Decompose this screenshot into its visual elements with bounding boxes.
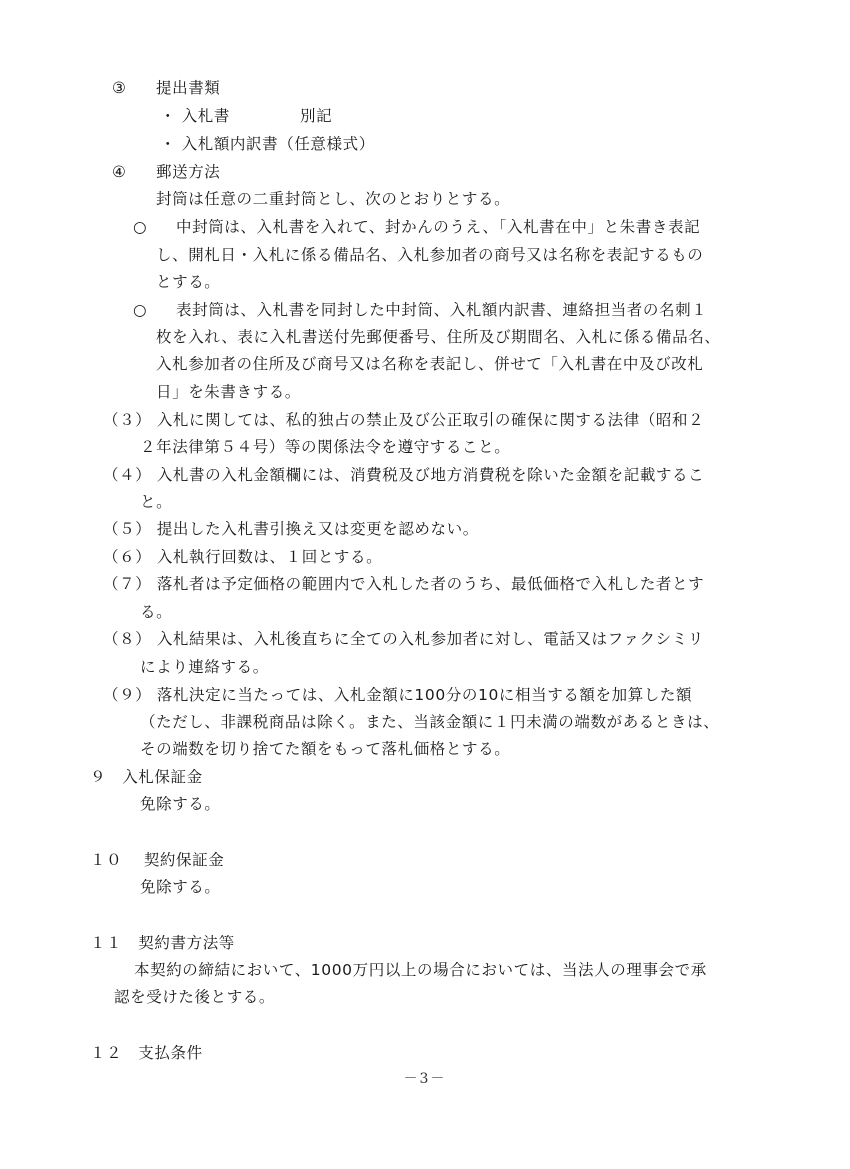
circle-bullet: ○ (133, 218, 148, 236)
section-heading-9: ９ 入札保証金 (90, 768, 203, 786)
list-item-7: （７） 落札者は予定価格の範囲内で入札した者のうち、最低価格で入札した者とす (103, 575, 705, 593)
item-marker-4: ④ (112, 163, 127, 181)
list-item-6: （６） 入札執行回数は、１回とする。 (103, 548, 383, 566)
paragraph-line: 入札参加者の住所及び商号又は名称を表記し、併せて「入札書在中及び改札 (156, 355, 704, 373)
paragraph-line: 枚を入れ、表に入札書送付先郵便番号、住所及び期間名、入札に係る備品名、 (156, 328, 721, 346)
bullet-bid-breakdown: ・ 入札額内訳書（任意様式） (160, 135, 375, 153)
paragraph-line: その端数を切り捨てた額をもって落札価格とする。 (140, 740, 511, 758)
paragraph-line: とする。 (156, 273, 221, 291)
paragraph-line: 日」を朱書きする。 (156, 383, 301, 401)
heading-submission-docs: 提出書類 (156, 79, 221, 97)
paragraph-line: （ただし、非課税商品は除く。また、当該金額に１円未満の端数があるときは、 (140, 713, 720, 731)
section-heading-12: １２ 支払条件 (90, 1044, 203, 1062)
list-item-5: （５） 提出した入札書引換え又は変更を認めない。 (103, 520, 479, 538)
paragraph-line: 認を受けた後とする。 (114, 988, 276, 1006)
section-heading-11: １１ 契約書方法等 (90, 934, 235, 952)
paragraph-line: と。 (140, 493, 173, 511)
list-item-9: （９） 落札決定に当たっては、入札金額に100分の10に相当する額を加算した額 (103, 686, 693, 704)
section-heading-10: １０ 契約保証金 (90, 851, 225, 869)
paragraph-line: により連絡する。 (140, 658, 269, 676)
paragraph-line: 表封筒は、入札書を同封した中封筒、入札額内訳書、連絡担当者の名刺１ (176, 301, 708, 319)
page-number: －3－ (403, 1071, 447, 1087)
paragraph-line: る。 (140, 603, 173, 621)
bullet-bid-form: ・ 入札書 (160, 107, 230, 125)
circle-bullet: ○ (133, 301, 148, 319)
item-marker-3: ③ (112, 79, 127, 97)
paragraph-line: ２年法律第５４号）等の関係法令を遵守すること。 (140, 438, 511, 456)
paragraph-line: し、開札日・入札に係る備品名、入札参加者の商号又は名称を表記するもの (156, 246, 704, 264)
list-item-8: （８） 入札結果は、入札後直ちに全ての入札参加者に対し、電話又はファクシミリ (103, 630, 704, 648)
paragraph-line: 封筒は任意の二重封筒とし、次のとおりとする。 (156, 190, 511, 208)
paragraph-line: 中封筒は、入札書を入れて、封かんのうえ、「入札書在中」と朱書き表記 (176, 218, 701, 236)
paragraph-line: 本契約の締結において、1000万円以上の場合においては、当法人の理事会で承 (134, 961, 707, 979)
paragraph-line: 免除する。 (140, 795, 221, 813)
paragraph-line: 免除する。 (140, 878, 221, 896)
bullet-bid-form-note: 別記 (300, 107, 333, 125)
heading-mailing-method: 郵送方法 (156, 163, 221, 181)
list-item-3: （３） 入札に関しては、私的独占の禁止及び公正取引の確保に関する法律（昭和２ (103, 411, 705, 429)
list-item-4: （４） 入札書の入札金額欄には、消費税及び地方消費税を除いた金額を記載するこ (103, 466, 705, 484)
